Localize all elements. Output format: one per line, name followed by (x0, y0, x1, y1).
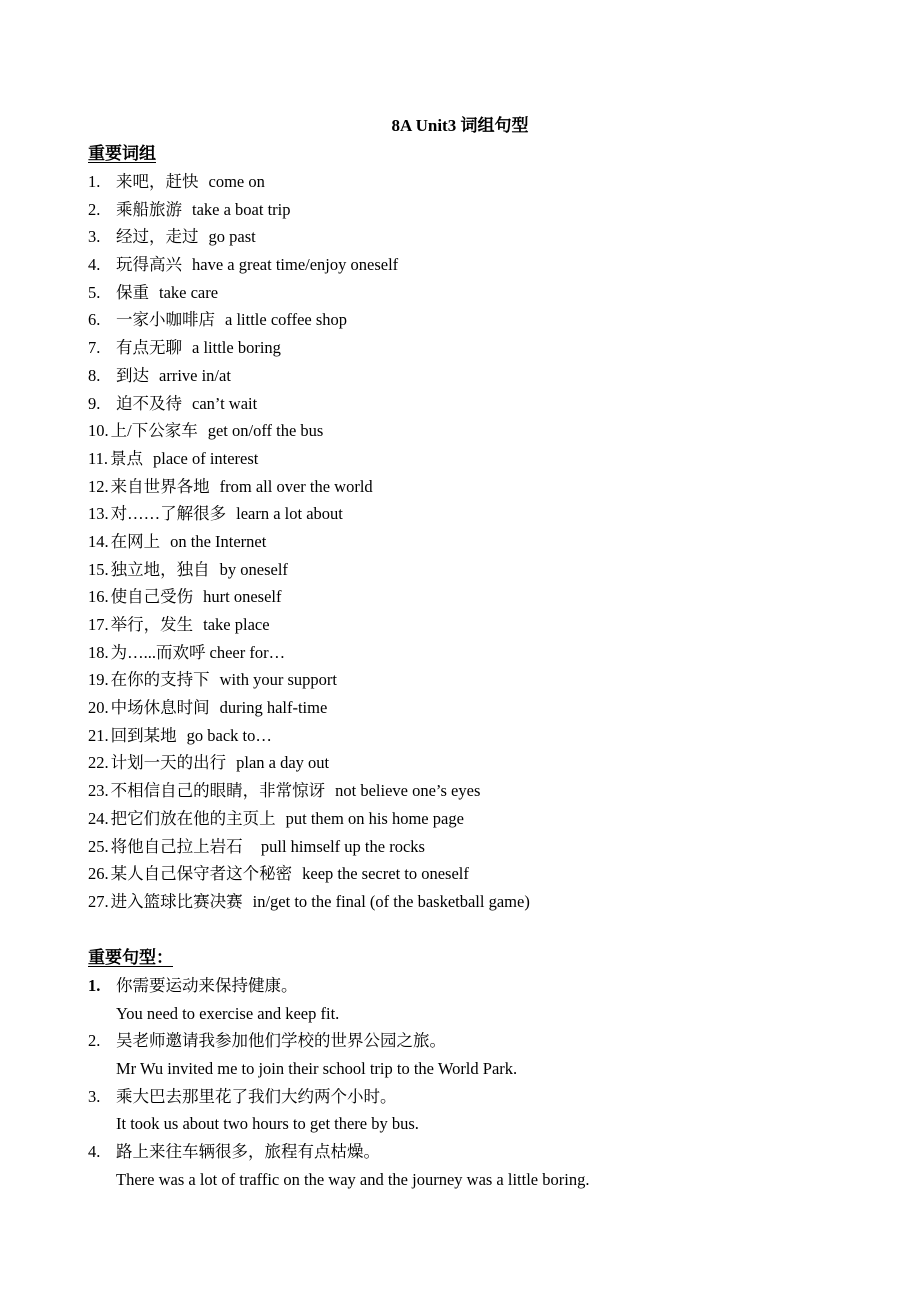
sentence-number: 1. (88, 976, 101, 995)
sentence-english: Mr Wu invited me to join their school trip to the World Park. (116, 1059, 518, 1079)
phrase-chinese: 上/下公家车 (110, 421, 198, 441)
phrase-english: a little boring (192, 338, 281, 358)
phrase-chinese: 中场休息时间 (110, 698, 210, 718)
phrase-item (88, 694, 848, 722)
phrase-english: get on/off the bus (207, 421, 324, 441)
phrase-number: 16. (88, 587, 109, 607)
phrase-english: come on (208, 172, 265, 191)
phrase-number: 2. (88, 199, 101, 219)
phrase-number: 23. (88, 781, 109, 801)
sentence-item (88, 1027, 868, 1082)
phrase-english: take a boat trip (192, 199, 291, 219)
phrase-number: 18. (88, 642, 109, 662)
sentence-item (88, 972, 868, 1027)
sentence-list (88, 972, 868, 1194)
sentence-number: 2. (88, 1031, 101, 1051)
phrase-chinese: 将他自己拉上岩石 (110, 836, 243, 856)
phrase-chinese: 在你的支持下 (110, 670, 210, 690)
sentence-chinese: 吴老师邀请我参加他们学校的世界公园之旅。 (116, 1031, 446, 1051)
phrase-chinese: 保重 (116, 282, 149, 302)
phrase-english: keep the secret to oneself (302, 864, 469, 884)
phrase-chinese: 到达 (116, 365, 149, 385)
phrase-english: have a great time/enjoy oneself (192, 255, 399, 275)
phrase-item (88, 168, 848, 196)
phrase-chinese: 不相信自己的眼睛，非常惊讶 (110, 781, 326, 801)
sentence-english: You need to exercise and keep fit. (116, 1003, 340, 1023)
phrase-number: 6. (88, 310, 101, 330)
phrase-chinese: 来自世界各地 (110, 476, 210, 496)
phrase-english: take care (159, 282, 219, 302)
phrase-number: 19. (88, 670, 109, 690)
phrase-item (88, 722, 848, 750)
phrase-chinese: 独立地，独自 (110, 559, 210, 579)
phrase-item (88, 639, 848, 667)
sentence-chinese: 乘大巴去那里花了我们大约两个小时。 (116, 1086, 397, 1106)
phrase-chinese: 为…...而欢呼 (110, 642, 206, 662)
phrase-chinese: 经过，走过 (116, 227, 199, 247)
phrase-item (88, 860, 848, 888)
phrase-chinese: 有点无聊 (116, 338, 182, 358)
phrase-chinese: 对……了解很多 (110, 504, 227, 524)
phrase-chinese: 把它们放在他的主页上 (110, 808, 276, 828)
sentence-number: 4. (88, 1142, 101, 1162)
phrase-item (88, 749, 848, 777)
phrase-english: pull himself up the rocks (252, 836, 425, 856)
phrase-item (88, 279, 848, 307)
phrase-item (88, 777, 848, 805)
phrase-item (88, 390, 848, 418)
phrase-number: 21. (88, 725, 109, 745)
phrase-number: 26. (88, 864, 109, 884)
phrase-number: 4. (88, 255, 101, 275)
phrase-item (88, 251, 848, 279)
phrase-item (88, 362, 848, 390)
phrase-english: plan a day out (236, 753, 330, 773)
phrase-chinese: 迫不及待 (116, 393, 182, 413)
phrase-chinese: 一家小咖啡店 (116, 310, 215, 330)
phrase-number: 24. (88, 808, 109, 828)
phrase-number: 15. (88, 559, 109, 579)
phrase-english: with your support (219, 670, 337, 690)
phrase-english: not believe one’s eyes (335, 781, 481, 801)
phrase-number: 10. (88, 421, 109, 441)
phrase-item (88, 417, 848, 445)
sentence-english: There was a lot of traffic on the way and the journey was a little boring. (116, 1169, 590, 1189)
phrase-item (88, 445, 848, 473)
phrase-english: in/get to the final (of the basketball game) (252, 891, 530, 911)
sentence-number: 3. (88, 1086, 101, 1106)
phrase-english: cheer for… (209, 642, 286, 662)
phrase-item (88, 500, 848, 528)
phrase-chinese: 举行，发生 (110, 615, 194, 634)
phrase-item (88, 666, 848, 694)
phrase-english: from all over the world (219, 476, 373, 496)
phrase-english: go past (208, 227, 256, 247)
phrase-item (88, 805, 848, 833)
phrase-chinese: 乘船旅游 (116, 199, 182, 219)
phrase-english: during half-time (219, 698, 328, 718)
phrase-item (88, 528, 848, 556)
phrase-english: go back to… (186, 725, 272, 745)
phrase-chinese: 计划一天的出行 (110, 753, 227, 773)
phrase-english: can’t wait (192, 393, 258, 413)
sentence-chinese: 路上来往车辆很多，旅程有点枯燥。 (116, 1142, 380, 1162)
sentence-english: It took us about two hours to get there by bus. (116, 1114, 419, 1134)
phrase-number: 22. (88, 753, 109, 773)
sentence-item (88, 1138, 868, 1193)
phrase-english: put them on his home page (285, 808, 464, 828)
phrase-chinese: 使自己受伤 (110, 587, 194, 607)
phrase-chinese: 回到某地 (110, 725, 177, 745)
phrase-english: on the Internet (170, 531, 267, 551)
phrase-english: hurt oneself (203, 587, 282, 607)
phrase-english: a little coffee shop (225, 310, 348, 330)
phrase-number: 3. (88, 227, 101, 247)
sentence-chinese: 你需要运动来保持健康。 (116, 976, 298, 995)
phrase-list (88, 168, 848, 916)
phrase-chinese: 来吧，赶快 (116, 172, 199, 191)
phrase-english: by oneself (219, 559, 288, 579)
phrase-number: 11. (88, 448, 109, 468)
phrase-number: 5. (88, 282, 101, 302)
phrase-english: learn a lot about (236, 504, 343, 524)
phrase-english: arrive in/at (159, 365, 231, 385)
sentence-item (88, 1083, 868, 1138)
phrases-heading: 重要词组 (88, 144, 156, 163)
phrase-item (88, 556, 848, 584)
phrase-number: 25. (88, 836, 109, 856)
phrase-item (88, 196, 848, 224)
phrase-chinese: 进入篮球比赛决赛 (110, 891, 243, 911)
phrase-item (88, 583, 848, 611)
phrase-number: 13. (88, 504, 109, 524)
phrase-item (88, 888, 848, 916)
phrase-chinese: 某人自己保守者这个秘密 (110, 864, 293, 884)
phrase-item (88, 334, 848, 362)
phrase-chinese: 景点 (110, 448, 144, 468)
phrase-item (88, 223, 848, 251)
phrase-item (88, 306, 848, 334)
phrase-english: take place (203, 615, 270, 634)
phrase-item (88, 611, 848, 639)
phrase-item (88, 833, 848, 861)
sentences-heading: 重要句型： (88, 948, 173, 967)
phrase-number: 12. (88, 476, 109, 496)
phrase-number: 7. (88, 338, 101, 358)
phrase-number: 20. (88, 698, 109, 718)
phrase-chinese: 玩得高兴 (116, 255, 182, 275)
document-title: 8A Unit3 词组句型 (391, 116, 529, 135)
phrase-number: 17. (88, 615, 109, 634)
phrase-number: 8. (88, 365, 101, 385)
phrase-number: 9. (88, 393, 101, 413)
phrase-number: 14. (88, 531, 109, 551)
phrase-chinese: 在网上 (110, 531, 161, 551)
phrase-number: 27. (88, 891, 109, 911)
phrase-number: 1. (88, 172, 101, 191)
phrase-english: place of interest (153, 448, 259, 468)
phrase-item (88, 473, 848, 501)
